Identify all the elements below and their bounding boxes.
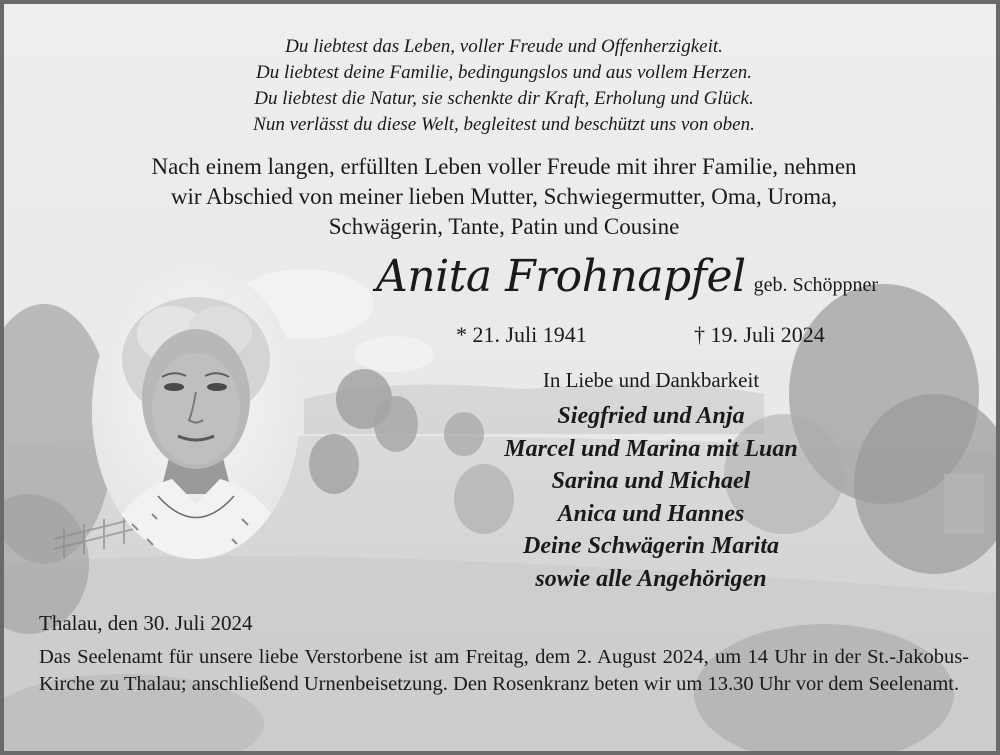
intro-text bbox=[4, 152, 1000, 242]
intro-line: wir Abschied von meiner lieben Mutter, Schwiegermutter, Oma, Uroma, bbox=[170, 184, 838, 209]
mourner-entry: Deine Schwägerin Marita bbox=[522, 533, 780, 559]
gratitude-line: In Liebe und Dankbarkeit bbox=[542, 368, 760, 392]
intro-line: Schwägerin, Tante, Patin und Cousine bbox=[328, 214, 680, 239]
deceased-name: Anita Frohnapfel bbox=[376, 251, 746, 302]
poem bbox=[4, 34, 1000, 138]
mourner-entry: Marcel und Marina mit Luan bbox=[504, 435, 798, 462]
mourner-entry: sowie alle Angehörigen bbox=[535, 565, 767, 592]
birth-date: * 21. Juli 1941 bbox=[456, 322, 587, 347]
mourner-entry: Siegfried und Anja bbox=[557, 403, 745, 429]
service-information: Das Seelenamt für unsere liebe Verstorbene ist am Freitag, dem 2. August 2024, um 14 Uhr in der St.-Jakobus-Kirche zu Thalau; anschließend Urnenbeisetzung. Den Rosenkranz beten wir um 13.30 Uhr vor dem Seelenamt. bbox=[39, 646, 969, 695]
poem-line: Du liebtest deine Familie, bedingungslos und aus vollem Herzen. bbox=[255, 62, 753, 83]
death-date: † 19. Juli 2024 bbox=[694, 322, 825, 347]
intro-line: Nach einem langen, erfüllten Leben voller Freude mit ihrer Familie, nehmen bbox=[151, 154, 857, 179]
poem-line: Du liebtest die Natur, sie schenkte dir Kraft, Erholung und Glück. bbox=[254, 88, 754, 109]
deceased-name-line bbox=[376, 251, 878, 302]
poem-line: Du liebtest das Leben, voller Freude und Offenherzigkeit. bbox=[285, 36, 723, 57]
mourner-entry: Anica und Hannes bbox=[557, 500, 745, 527]
birth-name: geb. Schöppner bbox=[753, 274, 879, 296]
place-and-date: Thalau, den 30. Juli 2024 bbox=[39, 611, 253, 635]
poem-line: Nun verlässt du diese Welt, begleitest und beschützt uns von oben. bbox=[253, 114, 755, 135]
mourners-list bbox=[406, 400, 896, 595]
mourner-entry: Sarina und Michael bbox=[551, 468, 751, 494]
portrait-photo bbox=[92, 264, 300, 559]
